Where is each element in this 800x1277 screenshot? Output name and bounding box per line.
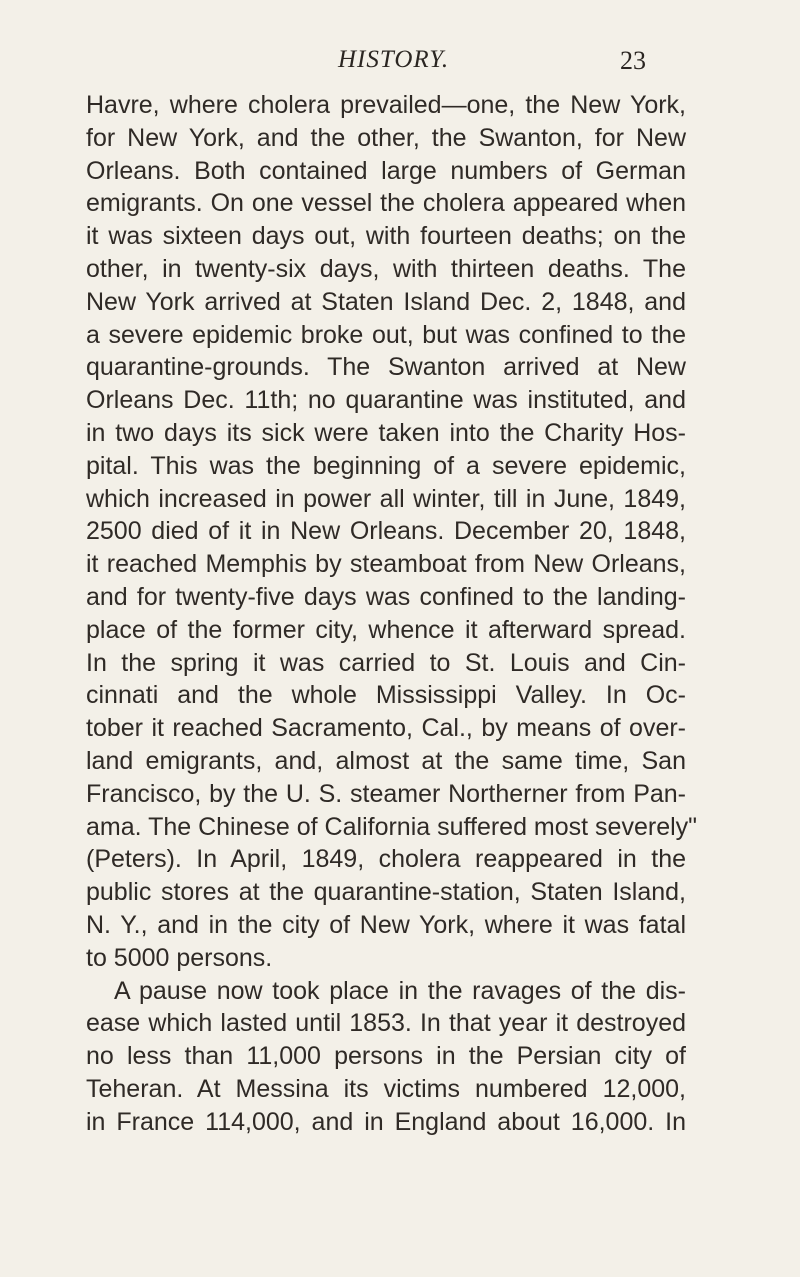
text-line: to 5000 persons.	[86, 943, 273, 972]
running-head	[0, 46, 800, 86]
text-line: (Peters). In April, 1849, cholera reappeared in the	[86, 845, 686, 874]
text-line: Orleans Dec. 11th; no quarantine was instituted, and	[86, 386, 686, 415]
text-line: a severe epidemic broke out, but was confined to the	[86, 320, 686, 349]
text-line: for New York, and the other, the Swanton, for New	[86, 123, 686, 152]
text-line: Havre, where cholera prevailed—one, the New York,	[86, 91, 686, 119]
text-line: Orleans. Both contained large numbers of German	[86, 156, 686, 185]
text-line: Teheran. At Messina its victims numbered 12,000,	[86, 1074, 686, 1103]
text-line: no less than 11,000 persons in the Persian city of	[86, 1042, 686, 1071]
text-line: tober it reached Sacramento, Cal., by means of over-	[86, 714, 686, 743]
text-line: A pause now took place in the ravages of the dis-	[114, 976, 686, 1005]
body-text	[86, 89, 698, 1139]
running-title: HISTORY.	[338, 46, 450, 73]
text-line: quarantine-grounds. The Swanton arrived at New	[86, 353, 686, 382]
text-line: in two days its sick were taken into the Charity Hos-	[86, 418, 686, 447]
text-line: cinnati and the whole Mississippi Valley. In Oc-	[86, 681, 686, 710]
text-line: emigrants. On one vessel the cholera appeared when	[86, 189, 686, 218]
text-line: in France 114,000, and in England about 16,000. In	[86, 1107, 686, 1136]
text-line: Francisco, by the U. S. steamer Northerner from Pan-	[86, 779, 686, 808]
text-line: 2500 died of it in New Orleans. December 20, 1848,	[86, 517, 686, 546]
text-line: it was sixteen days out, with fourteen deaths; on the	[86, 222, 686, 251]
text-line: pital. This was the beginning of a severe epidemic,	[86, 451, 686, 480]
text-line: ease which lasted until 1853. In that year it destroyed	[86, 1009, 686, 1038]
text-line: it reached Memphis by steamboat from New Orleans,	[86, 550, 686, 579]
text-line: land emigrants, and, almost at the same time, San	[86, 746, 686, 775]
text-line: ama. The Chinese of California suffered most severely"	[86, 812, 698, 841]
text-line: In the spring it was carried to St. Louis and Cin-	[86, 648, 686, 677]
text-line: which increased in power all winter, till in June, 1849,	[86, 484, 686, 513]
text-line: place of the former city, whence it afterward spread.	[86, 615, 686, 644]
text-line: and for twenty-five days was confined to the landing-	[86, 582, 686, 611]
text-line: New York arrived at Staten Island Dec. 2, 1848, and	[86, 287, 686, 316]
page-number: 23	[620, 46, 646, 75]
text-line: public stores at the quarantine-station, Staten Island,	[86, 878, 686, 907]
text-line: other, in twenty-six days, with thirteen deaths. The	[86, 254, 686, 283]
text-line: N. Y., and in the city of New York, where it was fatal	[86, 910, 686, 939]
